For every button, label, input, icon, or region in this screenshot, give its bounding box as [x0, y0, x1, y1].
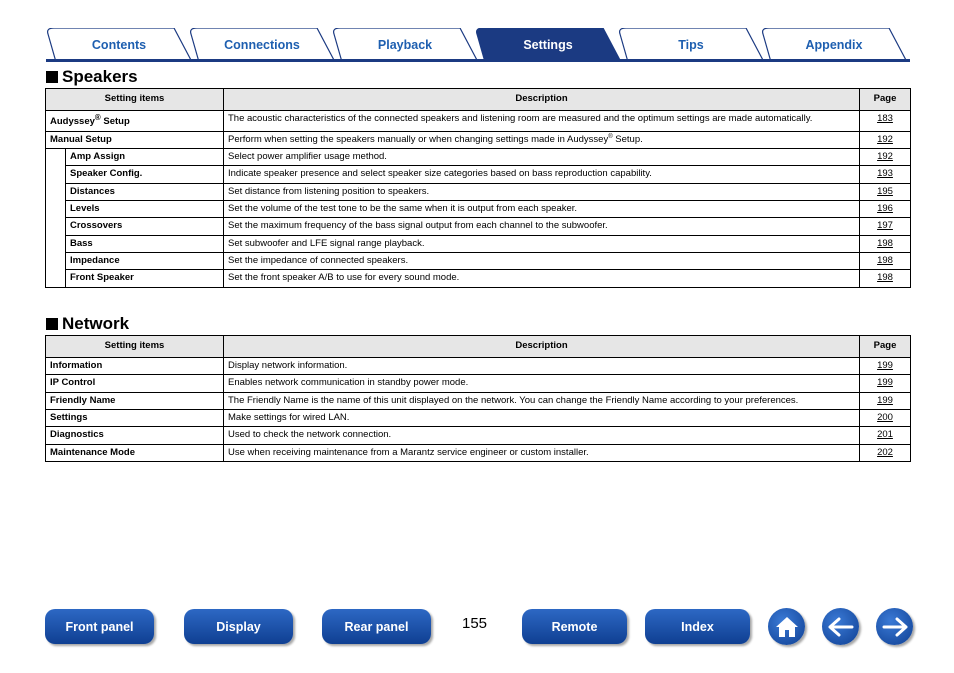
display-button[interactable]: Display: [184, 609, 293, 644]
setting-description: Enables network communication in standby power mode.: [224, 375, 860, 392]
tab-baseline: [46, 59, 910, 62]
header-page: Page: [860, 336, 911, 358]
network-heading: [46, 314, 129, 334]
back-button[interactable]: [822, 608, 859, 645]
setting-description: [224, 131, 860, 149]
page-link[interactable]: [860, 218, 911, 235]
page-link[interactable]: [860, 149, 911, 166]
page-number[interactable]: 198: [877, 255, 893, 267]
header-setting-items: Setting items: [46, 336, 224, 358]
speakers-title: Speakers: [62, 67, 138, 86]
page-number[interactable]: 201: [877, 429, 893, 441]
page-link[interactable]: [860, 253, 911, 270]
setting-description: Indicate speaker presence and select speaker size categories based on bass reproduction capability.: [224, 166, 860, 183]
page-number[interactable]: 195: [877, 185, 893, 197]
page-number[interactable]: 192: [877, 151, 893, 162]
indent-cell: [46, 235, 66, 252]
indent-cell: [46, 166, 66, 183]
tab-bar: [46, 26, 910, 62]
tab-playback[interactable]: [332, 28, 478, 62]
page-number-label: 155: [462, 615, 488, 632]
description-suffix: Setup.: [612, 133, 643, 145]
page-link[interactable]: [860, 427, 911, 444]
setting-description: The acoustic characteristics of the connected speakers and listening room are measured and the optimum settings are made automatically.: [224, 111, 860, 132]
page-link[interactable]: [860, 235, 911, 252]
speakers-table: [45, 88, 911, 288]
indent-cell: [46, 183, 66, 200]
header-description: Description: [224, 336, 860, 358]
tab-tips[interactable]: [618, 28, 764, 62]
table-row: [46, 235, 911, 252]
tab-label: Appendix: [805, 38, 863, 52]
tab-settings[interactable]: [475, 28, 621, 62]
setting-item: Maintenance Mode: [46, 444, 224, 461]
table-row: [46, 166, 911, 183]
indent-cell: [46, 201, 66, 218]
table-row: [46, 253, 911, 270]
table-row: [46, 149, 911, 166]
table-row: [46, 201, 911, 218]
registered-mark: ®: [94, 113, 101, 122]
square-bullet-icon: [46, 71, 58, 83]
page-number[interactable]: 198: [877, 237, 893, 249]
network-table: [45, 335, 911, 462]
arrow-left-icon: [828, 617, 854, 637]
setting-item: Settings: [46, 410, 224, 427]
table-row: [46, 218, 911, 235]
header-page: Page: [860, 89, 911, 111]
table-header-row: [46, 89, 911, 111]
indent-cell: [46, 253, 66, 270]
page-number[interactable]: 200: [877, 412, 893, 424]
setting-item: Crossovers: [66, 218, 224, 235]
table-row: [46, 410, 911, 427]
setting-description: Display network information.: [224, 358, 860, 375]
setting-item: Levels: [66, 201, 224, 218]
table-row: [46, 270, 911, 287]
table-header-row: [46, 336, 911, 358]
setting-description: Set distance from listening position to speakers.: [224, 183, 860, 200]
page-number[interactable]: 199: [877, 377, 893, 389]
remote-button[interactable]: Remote: [522, 609, 627, 644]
table-row: [46, 392, 911, 409]
page-link[interactable]: [860, 166, 911, 183]
tab-connections[interactable]: [189, 28, 335, 62]
page-number[interactable]: 197: [877, 220, 893, 232]
header-setting-items: Setting items: [46, 89, 224, 111]
page-link[interactable]: [860, 392, 911, 409]
page-link[interactable]: [860, 358, 911, 375]
page-number[interactable]: 199: [877, 394, 893, 406]
table-row: [46, 444, 911, 461]
table-row: [46, 111, 911, 132]
page-link[interactable]: [860, 270, 911, 287]
setting-item: Bass: [66, 235, 224, 252]
page-link[interactable]: [860, 444, 911, 461]
setting-item: Speaker Config.: [66, 166, 224, 183]
table-row: [46, 183, 911, 200]
indent-cell: [46, 149, 66, 166]
tab-contents[interactable]: [46, 28, 192, 62]
setting-item: Information: [46, 358, 224, 375]
tab-label: Tips: [678, 38, 704, 52]
setting-item: Diagnostics: [46, 427, 224, 444]
forward-button[interactable]: [876, 608, 913, 645]
setting-description: Set subwoofer and LFE signal range playback.: [224, 235, 860, 252]
page-link[interactable]: [860, 111, 911, 132]
setting-description: Set the maximum frequency of the bass signal output from each channel to the subwoofer.: [224, 218, 860, 235]
page-link[interactable]: [860, 375, 911, 392]
page-link[interactable]: [860, 410, 911, 427]
page-number[interactable]: 199: [877, 360, 893, 371]
home-button[interactable]: [768, 608, 805, 645]
page-number[interactable]: 198: [877, 272, 893, 284]
setting-description: Set the volume of the test tone to be the same when it is output from each speaker.: [224, 201, 860, 218]
indent-cell: [46, 218, 66, 235]
item-label-suffix: Setup: [100, 116, 130, 128]
page-link[interactable]: [860, 183, 911, 200]
front-panel-button[interactable]: Front panel: [45, 609, 154, 644]
table-row: [46, 375, 911, 392]
page-number[interactable]: 202: [877, 446, 893, 458]
setting-item: Friendly Name: [46, 392, 224, 409]
setting-item: IP Control: [46, 375, 224, 392]
network-title: Network: [62, 314, 130, 333]
setting-description: The Friendly Name is the name of this unit displayed on the network. You can change the Friendly Name according to your preferences.: [224, 392, 860, 409]
tab-label: Connections: [224, 38, 300, 52]
page-link[interactable]: [860, 131, 911, 149]
table-row: [46, 358, 911, 375]
setting-description: Use when receiving maintenance from a Marantz service engineer or custom installer.: [224, 444, 860, 461]
setting-item: Front Speaker: [66, 270, 224, 287]
setting-item: Distances: [66, 183, 224, 200]
arrow-right-icon: [882, 617, 908, 637]
setting-item: Manual Setup: [46, 131, 224, 149]
setting-item: Impedance: [66, 253, 224, 270]
setting-item: Amp Assign: [66, 149, 224, 166]
setting-description: Used to check the network connection.: [224, 427, 860, 444]
setting-description: Set the front speaker A/B to use for every sound mode.: [224, 270, 860, 287]
tab-appendix[interactable]: [761, 28, 907, 62]
tab-label: Playback: [377, 38, 433, 52]
page-number[interactable]: 193: [877, 168, 893, 180]
tab-label: Settings: [523, 38, 573, 52]
home-icon: [775, 616, 799, 638]
setting-description: Set the impedance of connected speakers.: [224, 253, 860, 270]
setting-description: Select power amplifier usage method.: [224, 149, 860, 166]
tab-label: Contents: [91, 38, 147, 52]
page-number[interactable]: 192: [877, 133, 893, 145]
speakers-heading: [46, 67, 138, 87]
description-text: Perform when setting the speakers manually or when changing settings made in Audyssey: [228, 133, 609, 145]
setting-item: [46, 111, 224, 132]
setting-description: Make settings for wired LAN.: [224, 410, 860, 427]
page-number[interactable]: 183: [877, 113, 893, 124]
table-row: [46, 427, 911, 444]
header-description: Description: [224, 89, 860, 111]
index-button[interactable]: Index: [645, 609, 750, 644]
indent-cell: [46, 270, 66, 287]
rear-panel-button[interactable]: Rear panel: [322, 609, 431, 644]
item-label: Audyssey: [50, 116, 95, 128]
registered-mark: ®: [608, 133, 613, 140]
page-link[interactable]: [860, 201, 911, 218]
square-bullet-icon: [46, 318, 58, 330]
page-number[interactable]: 196: [877, 203, 893, 215]
table-row: [46, 131, 911, 149]
